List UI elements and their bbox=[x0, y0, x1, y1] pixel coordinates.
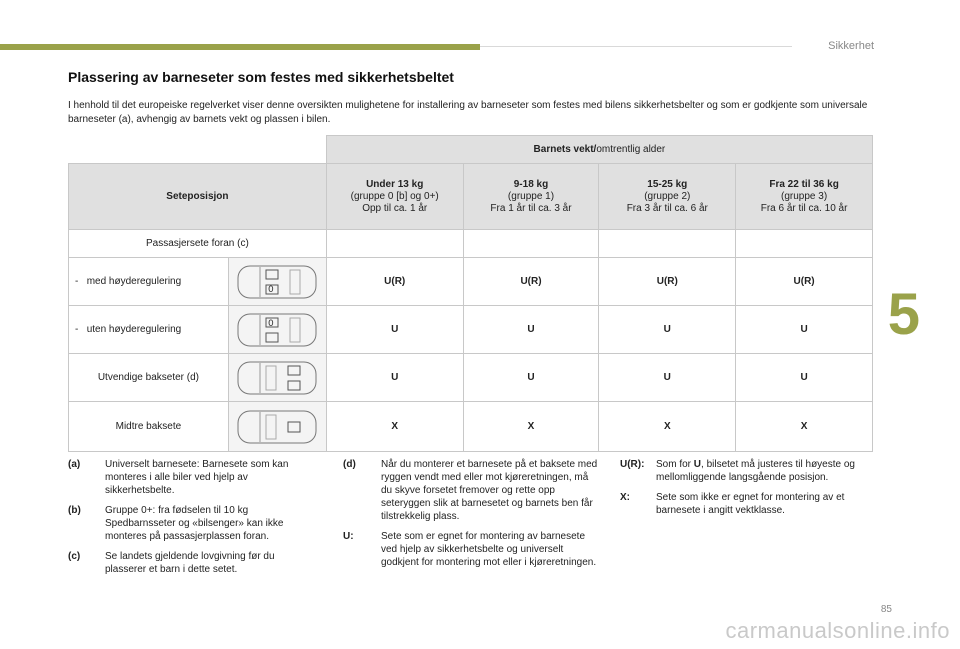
column-header-1: 9-18 kg (gruppe 1) Fra 1 år til ca. 3 år bbox=[463, 164, 599, 230]
row-label: Midtre baksete bbox=[69, 402, 229, 452]
header-accent-bar bbox=[0, 44, 480, 50]
column-header-0: Under 13 kg (gruppe 0 [b] og 0+) Opp til ca. 1 år bbox=[326, 164, 463, 230]
note-c: (c) Se landets gjeldende lovgivning før du plasserer et barn i dette setet. bbox=[68, 551, 275, 575]
cell-value: U bbox=[463, 306, 599, 354]
notes-column-1 bbox=[68, 458, 313, 583]
column-header-2: 15-25 kg (gruppe 2) Fra 3 år til ca. 6 år bbox=[599, 164, 736, 230]
cell-value: X bbox=[326, 402, 463, 452]
chapter-number: 5 bbox=[887, 282, 920, 347]
cell-value: U(R) bbox=[326, 258, 463, 306]
cell-value: U bbox=[736, 306, 873, 354]
row-label: - med høyderegulering bbox=[69, 258, 229, 306]
cell-value: X bbox=[736, 402, 873, 452]
cell-value: U bbox=[326, 306, 463, 354]
car-rear-outer-seat-diagram bbox=[228, 354, 326, 402]
section-label: Sikkerhet bbox=[828, 40, 874, 52]
group-header bbox=[326, 136, 872, 164]
empty-corner bbox=[69, 136, 327, 164]
cell-value: U(R) bbox=[463, 258, 599, 306]
note-d: (d) Når du monterer et barnesete på et baksete med ryggen vendt med eller mot kjøreretningen, må du skyve forsetet fremover og rette opp seteryggen slik at barnesetet og barnets ben får tilstrekkelig plass. bbox=[343, 459, 598, 522]
row-label: Utvendige bakseter (d) bbox=[69, 354, 229, 402]
group-header-rest: omtrentlig alder bbox=[596, 143, 666, 155]
page-title: Plassering av barneseter som festes med sikkerhetsbeltet bbox=[68, 69, 454, 85]
cell-value: U bbox=[599, 354, 736, 402]
svg-text:0: 0 bbox=[268, 318, 275, 329]
row-label: - uten høyderegulering bbox=[69, 306, 229, 354]
cell-value: U bbox=[463, 354, 599, 402]
cell-value: U(R) bbox=[736, 258, 873, 306]
cell-value: X bbox=[599, 402, 736, 452]
child-seat-table bbox=[68, 135, 873, 452]
note-ur: U(R): Som for U, bilsetet må justeres til høyeste og mellomliggende langsgående posisjon. bbox=[620, 459, 855, 483]
seat-position-header: Seteposisjon bbox=[69, 164, 327, 230]
column-header-3: Fra 22 til 36 kg (gruppe 3) Fra 6 år til ca. 10 år bbox=[736, 164, 873, 230]
note-x: X: Sete som ikke er egnet for montering av et barnesete i angitt vektklasse. bbox=[620, 492, 845, 516]
note-b: (b) Gruppe 0+: fra fødselen til 10 kg Spedbarnsseter og «bilsenger» kan ikke monteres på passasjerplassen foran. bbox=[68, 505, 284, 542]
note-u: U: Sete som er egnet for montering av barnesete ved hjelp av sikkerhetsbelte og universelt godkjent for montering mot eller i kjøreretningen. bbox=[343, 531, 597, 568]
header-rule bbox=[480, 46, 792, 47]
table-row bbox=[69, 354, 873, 402]
cell-value: U bbox=[736, 354, 873, 402]
cell-value: U(R) bbox=[599, 258, 736, 306]
table-row bbox=[69, 258, 873, 306]
notes-column-2 bbox=[343, 458, 601, 576]
table-row bbox=[69, 402, 873, 452]
watermark: carmanualsonline.info bbox=[725, 618, 950, 643]
notes-column-3 bbox=[620, 458, 875, 524]
cell-value: U bbox=[326, 354, 463, 402]
note-a: (a) Universelt barnesete: Barnesete som kan monteres i alle biler ved hjelp av sikkerhetsbelte. bbox=[68, 459, 289, 496]
table-row bbox=[69, 306, 873, 354]
cell-value: X bbox=[463, 402, 599, 452]
car-rear-middle-seat-diagram bbox=[228, 402, 326, 452]
intro-paragraph: I henhold til det europeiske regelverket viser denne oversikten mulighetene for installering av barneseter som festes med bilens sikkerhetsbelter og som er godkjente som universale barneseter (a), avhengig av barnets vekt og plassen i bilen. bbox=[68, 100, 868, 125]
page-number: 85 bbox=[880, 604, 892, 615]
car-front-seat-diagram bbox=[228, 258, 326, 306]
front-passenger-label: Passasjersete foran (c) bbox=[69, 230, 327, 258]
svg-text:0: 0 bbox=[268, 284, 275, 295]
car-front-seat-diagram bbox=[228, 306, 326, 354]
cell-value: U bbox=[599, 306, 736, 354]
group-header-bold: Barnets vekt/ bbox=[533, 143, 597, 155]
